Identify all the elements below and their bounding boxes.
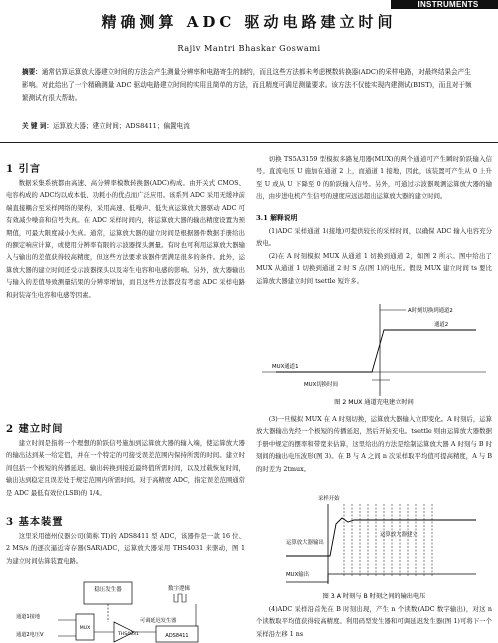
paragraph: 建立时间是指将一个理想的阶跃信号施加到运算放大器的输入端，使运算放大器的输出达到某一给定值，并在一个特定的可接受误差范围内保持所需的时间。建立时间包括一个极短的传播延迟、输出转换到接近最终值所需时间，以及过载恢复时间，输出达到稳定且误差处于规定范围内所需时间。对于高精度 ADC，指定误差范围通常是 ADC 最低有效位(LSB)的 1/4。 <box>6 440 245 497</box>
figure-2-caption: 图 2 MUX 通道充电建立时间 <box>334 399 414 406</box>
figure-2 <box>256 300 492 408</box>
opamp-out-label: 运算放大器输出 <box>286 540 324 546</box>
adc-label: ADS8411 <box>165 633 189 639</box>
paragraph: (2)在 A 时刻模拟 MUX 从通道 1 切换到通道 2，如图 2 所示。图中给出了 MUX 从通道 1 切换到通道 2 时 S 点(图 1)的电压。假设 MUX 建立时间 ts 要比运算放大器建立时间 tsettle 短许多。 <box>256 252 492 285</box>
keywords <box>22 121 477 132</box>
sample-start-label: 采样开始 <box>318 496 340 502</box>
opamp-label: THS4031 <box>118 632 139 637</box>
abstract-label: 摘要： <box>22 68 42 76</box>
paragraph: 这里采用德州仪器公司(简称 TI)的 ADS8411 型 ADC，该器件是一款 16 位、2 MS/s 的逐次逼近寄存器(SAR)ADC，运算放大器采用 THS4031 来驱动，图 1 为建立时间估算装置电路。 <box>6 533 245 565</box>
section-3-body <box>6 531 245 568</box>
section-3-1-body <box>256 226 492 288</box>
section-2-heading: 2 建立时间 <box>6 423 64 435</box>
logic-waveform-icon <box>174 594 186 602</box>
mux-output-waveform <box>286 574 476 582</box>
right-last <box>256 604 492 641</box>
logic-signal-label: 数字逻辑 <box>168 586 191 592</box>
voltage-waveform <box>276 330 476 372</box>
abstract <box>22 66 477 104</box>
paragraph: (3)一旦模拟 MUX 在 A 时刻切换，运算放大器输入立即变化。A 时刻后，运算放大器输出先经一个极短的传播延迟，然后开始充电。tsettle 则由运算放大器数据手册中规定的摆率和带宽来估算，这里给出的方法是绘制运算放大器 A 时刻与 B 时刻间的输出电压波形(图 3)。在 B 与 A 之间 n 次采样取平均值可提高精度，A 与 B 的时差为 2tmux。 <box>256 416 492 473</box>
section-1-heading: 1 引言 <box>6 163 42 175</box>
ch2-label: 通道2电压V <box>16 632 44 638</box>
keywords-label: 关 键 词： <box>22 122 53 130</box>
op-settle-label: 运算放大器建立 <box>380 532 418 538</box>
mux-ch1-label: MUX通道1 <box>272 364 299 370</box>
section-3-heading: 3 基本装置 <box>6 516 64 528</box>
a-ch2-label: A时刻切换到通道2 <box>408 308 453 314</box>
section-1-body <box>6 178 245 302</box>
brand-mark <box>391 0 398 9</box>
right-intro <box>256 154 492 204</box>
paragraph: (4)ADC 采样沿首先在 B 时刻出现，产生 n 个读数(ADC 数字输出)，对这 n 个读数取平均值获得较高精度。利用码型发生器和可调延迟发生器(图 1)可将下一个采样沿左移 1 ns <box>256 606 492 638</box>
paper-authors: Rajiv Mantri Bhaskar Goswami <box>177 43 321 53</box>
paper-title: 精确测算 ADC 驱动电路建立时间 <box>101 13 397 31</box>
section-3-1-heading: 3.1 解释说明 <box>256 214 298 222</box>
switch-ctrl-label: 可调延迟发生器 <box>140 618 177 624</box>
paragraph: 数据采集系统都由高速、高分辨率模数转换器(ADC)构成。由开关式 CMOS、电容构成的 ADC均以成本低、功耗小的优点而广泛应用。该系列 ADC 采用无缓冲前端直接耦合至采样网络的架构，采用高速、低噪声、低失真运算放大器驱动 ADC 可有效减少噪音和信号失真。在 ADC 采样时间内，将运算放大器的输出精度设置为预期值，可最大限度减小失真。通常，运算放大器的建立时间是根据器件数据手册给出的额定响应计算，或使用分辨率有限的示波器探头测量。有时也可利用运算放大器输入与输出的差值获得较高精度，但这些方法要求该器件需满足很多的条件。此外，运算放大器的建立时间还受示波器探头以及寄生电容和电感的影响。另外，放大器输出与输入的差值导致测量结果的分辨率增加，而且这些方法都没有考虑 ADC 采样电路和封装寄生电容和电感等因素。 <box>6 180 245 299</box>
paragraph: 切换 TS5A3159 型模拟多路复用器(MUX)的两个通道可产生瞬时阶跃输入信号。直流电压 U 施加在通道 2 上，而通道 1 接地，因此，该装置可产生从 0 上升至 U 或从 U 下降至 0 的阶跃输入信号。另外，可通过示波器观测运算放大器的输出，由步进电机产生信号的速度应远远超出运算放大器的建立时间。 <box>256 156 492 201</box>
mux-label: MUX <box>79 626 91 631</box>
ch1-label: 通道1接地 <box>16 614 41 620</box>
sample-lines <box>344 504 432 576</box>
figure-1-circuit <box>6 578 245 643</box>
figure-3-caption: 图 3 A 时刻与 B 时刻之间的输出电压 <box>322 593 426 600</box>
section-2-body <box>6 438 245 500</box>
abstract-text: 通常估算运算放大器建立时间的方法会产生测量分辨率和电路寄生的制约，而且这些方法都未考虑模数转换器(ADC)的采样电路，对最终结果会产生影响。对此给出了一个精确测量 ADC 驱动电路建立时间的实用且简单的方法，而且精度可满足测量要求。该方法不仅能实现内建测试(BIST)，而且对于频繁测试有很大帮助。 <box>22 68 472 102</box>
right-mid <box>256 414 492 476</box>
paragraph: (1)ADC 采样通道 1(接地)可提供较长的采样时间，以确保 ADC 输入电容充分放电。 <box>256 228 492 248</box>
ref-source-box <box>84 582 132 604</box>
mux-switch-time-label: MUX切换时间 <box>304 382 338 388</box>
figure-3 <box>256 490 492 602</box>
mux-out-label: MUX输出 <box>286 572 310 578</box>
ch2-label: 通道2 <box>434 322 449 328</box>
header-divider <box>0 142 498 143</box>
keywords-text: 运算放大器；建立时间；ADS8411；偏置电流 <box>52 122 190 130</box>
brand-logo: INSTRUMENTS <box>398 0 498 9</box>
ref-source-label: 稳压发生器 <box>94 587 122 593</box>
